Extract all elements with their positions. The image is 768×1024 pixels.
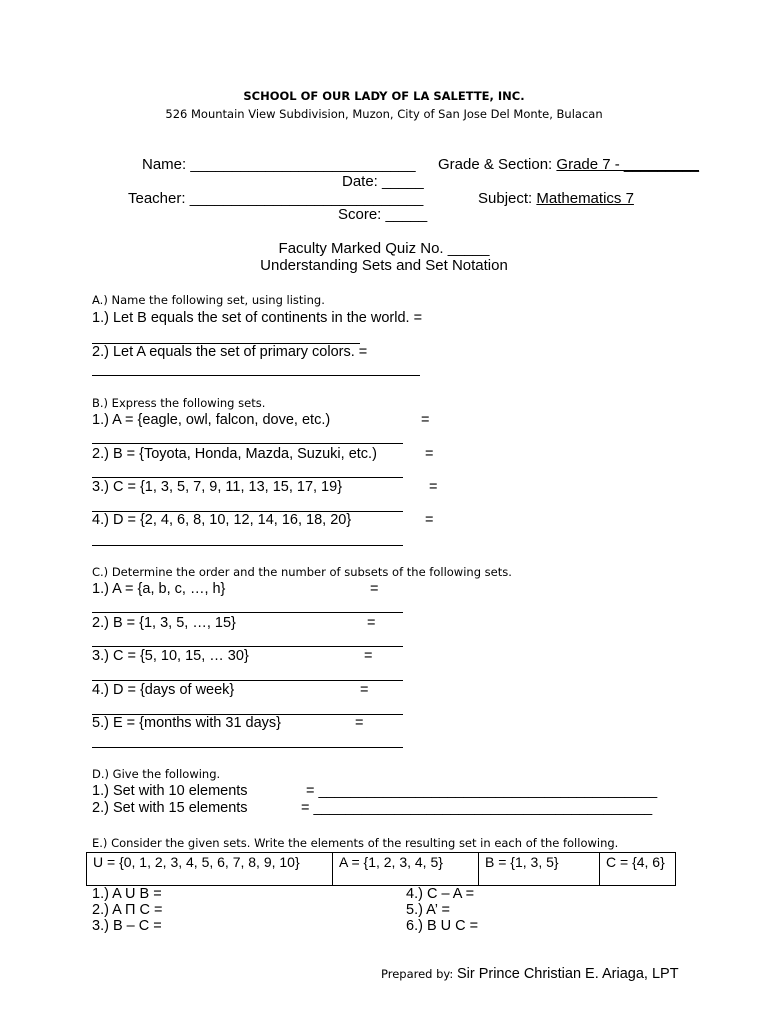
name-field: Name: ___________________________ [142,156,416,173]
score-field: Score: _____ [338,206,428,223]
school-name: SCHOOL OF OUR LADY OF LA SALETTE, INC. [243,89,525,103]
section-e-heading: E.) Consider the given sets. Write the elements of the resulting set in each of the following. [92,836,619,850]
prepared-by [381,965,679,983]
grade-section-label: Grade & Section: [438,156,557,173]
section-a-heading: A.) Name the following set, using listing. [92,293,325,307]
section-d-answer-2: = __________________________________________ [301,800,653,816]
section-c-item-3: 3.) C = {5, 10, 15, … 30} [92,648,249,664]
section-c-item-1: 1.) A = {a, b, c, …, h} [92,581,226,597]
section-d-item-2: 2.) Set with 15 elements [92,800,248,816]
subject-field [478,190,634,207]
section-b-equals: = [421,412,430,428]
date-field: Date: _____ [342,173,424,190]
answer-line [92,747,403,748]
school-address: 526 Mountain View Subdivision, Muzon, City of San Jose Del Monte, Bulacan [165,107,603,121]
section-e-item-1: 1.) A U B = [92,886,162,902]
answer-line [92,375,420,376]
section-b-item-4: 4.) D = {2, 4, 6, 8, 10, 12, 14, 16, 18, 20} [92,512,352,528]
answer-line [92,545,403,546]
sets-table [86,852,676,886]
quiz-title: Faculty Marked Quiz No. _____ [278,240,490,257]
subject-label: Subject: [478,190,537,207]
answer-line [92,646,403,647]
subject-value: Mathematics 7 [536,190,634,207]
set-c-cell: C = {4, 6} [599,853,675,885]
set-u-cell: U = {0, 1, 2, 3, 4, 5, 6, 7, 8, 9, 10} [93,854,300,870]
section-b-heading: B.) Express the following sets. [92,396,266,410]
section-c-equals: = [370,581,379,597]
grade-section-field [438,156,699,173]
section-c-equals: = [355,715,364,731]
section-c-equals: = [364,648,373,664]
section-c-item-5: 5.) E = {months with 31 days} [92,715,282,731]
section-b-equals: = [425,446,434,462]
answer-line [92,443,403,444]
section-b-equals: = [429,479,438,495]
answer-line [92,612,403,613]
section-b-item-3: 3.) C = {1, 3, 5, 7, 9, 11, 13, 15, 17, 19} [92,479,343,495]
set-b-cell: B = {1, 3, 5} [478,853,599,885]
section-a-item-2: 2.) Let A equals the set of primary colors. = [92,344,368,360]
section-b-item-2: 2.) B = {Toyota, Honda, Mazda, Suzuki, etc.) [92,446,377,462]
answer-line [92,680,403,681]
section-d-answer-1: = __________________________________________ [306,783,658,799]
grade-section-value: Grade 7 - _________ [556,156,700,173]
section-a-item-1: 1.) Let B equals the set of continents in the world. = [92,310,423,326]
section-e-item-6: 6.) B U C = [406,918,479,934]
section-d-item-1: 1.) Set with 10 elements [92,783,248,799]
section-c-item-2: 2.) B = {1, 3, 5, …, 15} [92,615,236,631]
answer-line [92,477,403,478]
set-a-cell: A = {1, 2, 3, 4, 5} [332,853,478,885]
section-c-item-4: 4.) D = {days of week} [92,682,235,698]
section-b-item-1: 1.) A = {eagle, owl, falcon, dove, etc.) [92,412,331,428]
section-c-equals: = [360,682,369,698]
section-e-item-2: 2.) A Π C = [92,902,163,918]
section-b-equals: = [425,512,434,528]
quiz-subtitle: Understanding Sets and Set Notation [260,257,508,274]
section-c-equals: = [367,615,376,631]
section-e-item-3: 3.) B – C = [92,918,162,934]
section-e-item-4: 4.) C – A = [406,886,475,902]
section-d-heading: D.) Give the following. [92,767,221,781]
section-e-item-5: 5.) A’ = [406,902,450,918]
section-c-heading: C.) Determine the order and the number of subsets of the following sets. [92,565,512,579]
teacher-field: Teacher: ____________________________ [128,190,424,207]
prepared-by-name: Sir Prince Christian E. Ariaga, LPT [456,966,679,982]
prepared-by-label: Prepared by: [381,967,457,981]
